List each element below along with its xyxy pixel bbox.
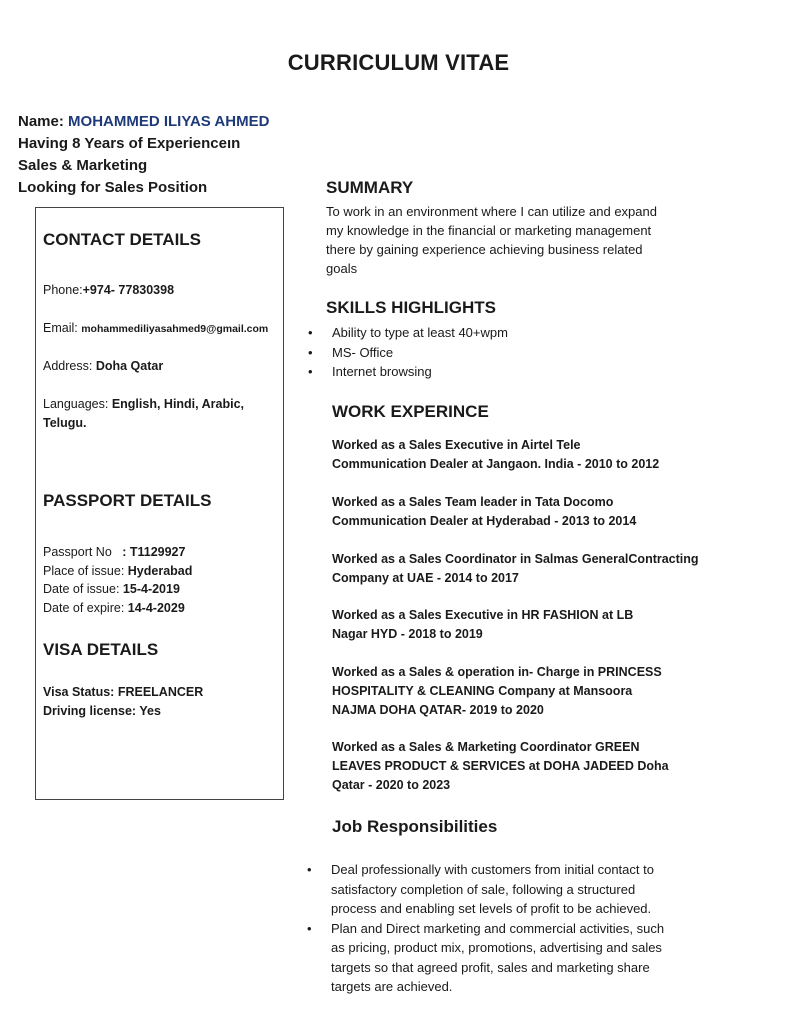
work-item <box>332 663 732 720</box>
address-line <box>43 357 163 376</box>
responsibility-line: as pricing, product mix, promotions, advertising and sales <box>331 940 662 955</box>
work-item <box>332 738 732 795</box>
work-line: Worked as a Sales Executive in HR FASHION at LB <box>332 608 634 622</box>
driving-license-label: Driving license: <box>43 704 137 718</box>
passport-no-line <box>43 543 192 562</box>
email-value: mohammediliyasahmed9@gmail.com <box>81 323 269 335</box>
summary-line: goals <box>326 261 358 276</box>
work-line: HOSPITALITY & CLEANING Company at Mansoora <box>332 684 633 698</box>
email-label: Email: <box>43 321 78 335</box>
visa-status-line <box>43 683 203 702</box>
visa-details <box>43 683 203 721</box>
date-of-expire-value: 14-4-2029 <box>127 600 185 615</box>
work-line: Worked as a Sales Team leader in Tata Docomo <box>332 495 614 509</box>
visa-heading: VISA DETAILS <box>43 640 159 659</box>
work-line: LEAVES PRODUCT & SERVICES at DOHA JADEED Doha <box>332 759 669 773</box>
work-line: Qatar - 2020 to 2023 <box>332 778 451 792</box>
languages-line <box>43 395 278 433</box>
skill-item: • Internet browsing <box>308 362 508 382</box>
driving-license-line <box>43 702 203 721</box>
objective-line: Looking for Sales Position <box>18 179 208 196</box>
details-box <box>35 207 284 800</box>
driving-license-value: Yes <box>139 704 161 718</box>
summary-text <box>326 202 696 278</box>
languages-label: Languages: <box>43 397 109 411</box>
experience-line: Having 8 Years of Experienceın <box>18 135 241 152</box>
work-line: Worked as a Sales Coordinator in Salmas GeneralContracting <box>332 552 699 566</box>
date-of-expire-label: Date of expire: <box>43 600 125 615</box>
phone-label: Phone: <box>43 283 83 297</box>
name-line <box>18 111 269 133</box>
visa-status-label: Visa Status: <box>43 685 115 699</box>
work-line: Worked as a Sales Executive in Airtel Tele <box>332 438 581 452</box>
work-item <box>332 550 732 588</box>
place-of-issue-value: Hyderabad <box>127 563 193 578</box>
responsibility-line: • Plan and Direct marketing and commercial activities, such <box>331 920 665 936</box>
work-line: Communication Dealer at Hyderabad - 2013 to 2014 <box>332 514 637 528</box>
name-label: Name: <box>18 113 64 130</box>
responsibility-item <box>307 860 699 919</box>
candidate-name: MOHAMMED ILIYAS AHMED <box>68 113 270 130</box>
visa-status-value: FREELANCER <box>117 685 204 699</box>
skills-list <box>308 323 508 382</box>
responsibility-line: • Deal professionally with customers from initial contact to <box>331 862 654 877</box>
work-line: Nagar HYD - 2018 to 2019 <box>332 627 483 641</box>
responsibilities-heading: Job Responsibilities <box>332 817 498 836</box>
responsibility-line: targets so that agreed profit, sales and marketing share <box>331 959 650 975</box>
languages-value-2: Telugu. <box>43 416 87 430</box>
email-line <box>43 319 268 339</box>
summary-line: there by gaining experience achieving business related <box>326 242 643 257</box>
work-item <box>332 606 732 644</box>
date-of-issue-label: Date of issue: <box>43 582 120 596</box>
field-line: Sales & Marketing <box>18 157 148 174</box>
passport-details <box>43 543 192 617</box>
skills-heading: SKILLS HIGHLIGHTS <box>326 298 496 317</box>
work-line: Worked as a Sales & operation in- Charge in PRINCESS <box>332 665 662 679</box>
responsibility-line: process and enabling set levels of profit to be achieved. <box>331 901 652 916</box>
place-of-issue-label: Place of issue: <box>43 563 125 578</box>
work-line: Company at UAE - 2014 to 2017 <box>332 571 519 585</box>
phone-value: +974- 77830398 <box>82 283 175 297</box>
work-item <box>332 436 732 474</box>
intro-block <box>18 111 269 199</box>
summary-line: my knowledge in the financial or marketing management <box>326 223 652 238</box>
responsibilities-list <box>307 860 699 997</box>
summary-line: To work in an environment where I can utilize and expand <box>326 204 657 219</box>
work-item <box>332 493 732 531</box>
responsibility-line: satisfactory completion of sale, following a structured <box>331 881 636 897</box>
passport-heading: PASSPORT DETAILS <box>43 491 212 510</box>
address-label: Address: <box>43 359 93 373</box>
address-value: Doha Qatar <box>95 359 164 373</box>
phone-line <box>43 281 174 300</box>
date-of-issue-line <box>43 580 192 599</box>
date-of-issue-value: 15-4-2019 <box>122 582 180 596</box>
date-of-expire-line <box>43 599 192 618</box>
passport-no-value: : T1129927 <box>122 545 186 559</box>
work-line: Communication Dealer at Jangaon. India - 2010 to 2012 <box>332 457 660 471</box>
responsibility-line: targets are achieved. <box>331 979 453 994</box>
skill-item: • MS- Office <box>308 343 508 363</box>
work-heading: WORK EXPERINCE <box>332 402 489 421</box>
responsibility-item <box>307 919 699 997</box>
passport-no-label: Passport No <box>43 545 112 559</box>
languages-value-1: English, Hindi, Arabic, <box>111 397 245 411</box>
place-of-issue-line <box>43 562 192 581</box>
cv-title: CURRICULUM VITAE <box>287 50 510 75</box>
summary-heading: SUMMARY <box>326 178 414 197</box>
work-line: NAJMA DOHA QATAR- 2019 to 2020 <box>332 703 544 717</box>
skill-item: • Ability to type at least 40+wpm <box>308 323 508 343</box>
work-line: Worked as a Sales & Marketing Coordinator GREEN <box>332 740 640 754</box>
contact-heading: CONTACT DETAILS <box>43 230 202 249</box>
